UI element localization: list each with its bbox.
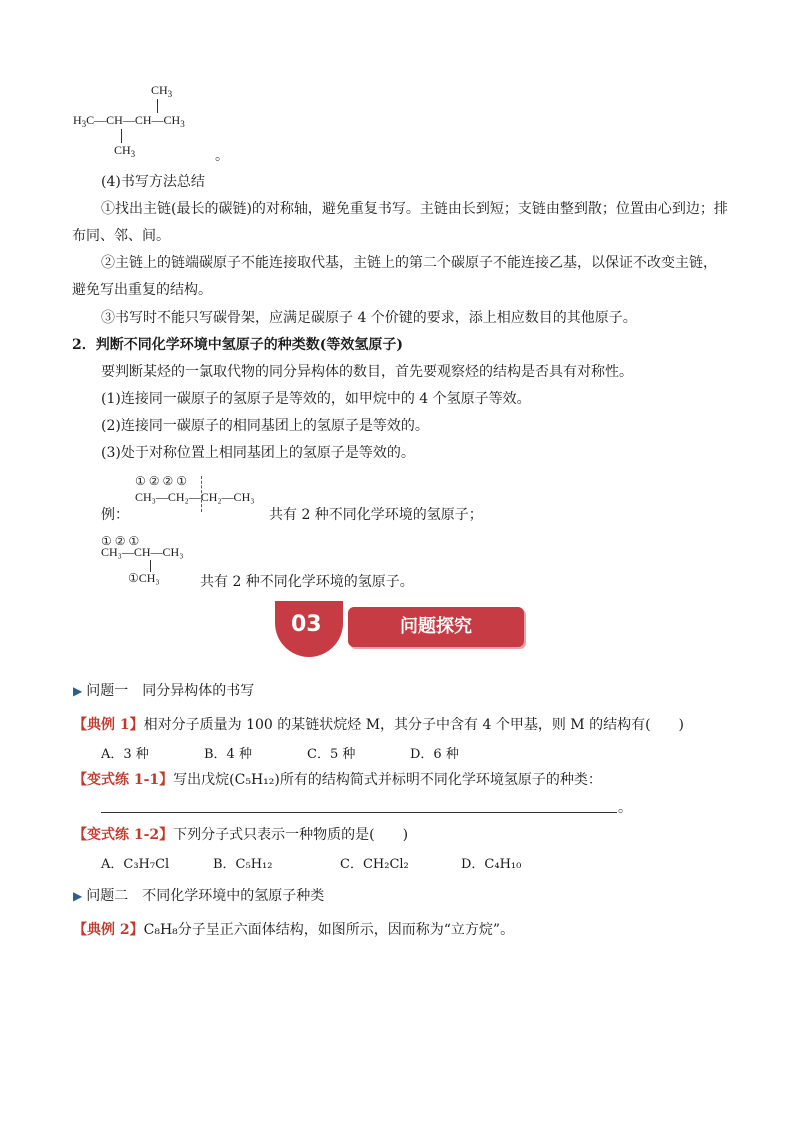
option-a[interactable]: A．3 种 [101,747,149,762]
paragraph-2-cont: 避免写出重复的结构。 [72,282,212,298]
struct-main-chain: $H_3C—CH—CH—CH_3$ [73,113,185,129]
struct-bottom-ch3: $CH_3$ [114,143,136,159]
option-c-formula[interactable]: C．CH₂Cl₂ [340,857,409,872]
option-d[interactable]: D．6 种 [410,747,459,762]
answer-blank-end: 。 [618,800,632,816]
badge-number: 03 [291,612,322,637]
section-2-intro: 要判断某烃的一氯取代物的同分异构体的数目，首先要观察烃的结构是否具有对称性。 [101,364,633,380]
struct-top-ch3: $CH_3$ [151,83,173,99]
paragraph-2: ②主链上的链端碳原子不能连接取代基，主链上的第二个碳原子不能连接乙基，以保证不改变主链， [101,255,717,271]
badge-title: 问题探究 [400,616,472,637]
example-1-formula: CH₃—CH₂—CH₂—CH₃ [135,490,255,504]
example-1-marks: ① ② ② ① [135,474,188,488]
rule-2: (2)连接同一碳原子的相同基团上的氢原子是等效的。 [101,418,429,434]
example-1-text: 共有 2 种不同化学环境的氢原子； [269,507,483,523]
option-d-formula[interactable]: D．C₄H₁₀ [461,857,522,872]
option-a-formula[interactable]: A．C₃H₇Cl [101,857,170,872]
triangle-icon: ▶ [73,684,83,698]
option-b[interactable]: B．4 种 [204,747,252,762]
variant-1-1: 【变式练 1-1】写出戊烷(C₅H₁₂)所有的结构简式并标明不同化学环境氢原子的种类： [73,772,602,788]
example-2-marks: ① ② ① [101,534,140,548]
question-1-title: ▶ 问题一 同分异构体的书写 [73,682,255,698]
example-2-formula: CH₃—CH—CH₃ [101,545,184,559]
option-b-formula[interactable]: B．C₅H₁₂ [213,857,273,872]
paragraph-1-cont: 布同、邻、间。 [72,228,170,244]
bond-vertical-top [157,99,158,113]
rule-3: (3)处于对称位置上相同基团上的氢原子是等效的。 [101,445,415,461]
bond-vertical-bottom [121,129,122,143]
paragraph-1: ①找出主链(最长的碳链)的对称轴，避免重复书写。主链由长到短；支链由整到散；位置由心到边；排 [101,201,728,217]
example-2-text: 共有 2 种不同化学环境的氢原子。 [200,574,414,590]
symmetry-axis [201,476,202,512]
struct-period: 。 [215,148,229,164]
section-2-heading: 2．判断不同化学环境中氢原子的种类数(等效氢原子) [72,337,403,353]
example-label: 例： [101,507,129,523]
paragraph-3: ③书写时不能只写碳骨架，应满足碳原子 4 个价键的要求，添上相应数目的其他原子。 [101,310,637,326]
option-c[interactable]: C．5 种 [307,747,356,762]
variant-1-2: 【变式练 1-2】下列分子式只表示一种物质的是( ) [73,827,409,843]
rule-1: (1)连接同一碳原子的氢原子是等效的，如甲烷中的 4 个氢原子等效。 [101,391,531,407]
example-1-question: 【典例 1】相对分子质量为 100 的某链状烷烃 M，其分子中含有 4 个甲基，则 M 的结构有( ) [73,717,684,733]
answer-blank[interactable] [101,812,617,813]
example-2-question: 【典例 2】C₈H₈分子呈正六面体结构，如图所示，因而称为“立方烷”。 [73,922,515,938]
triangle-icon: ▶ [73,889,83,903]
section-4-title: (4)书写方法总结 [101,174,205,190]
example-2-bottom: ①CH₃ [128,571,160,585]
question-2-title: ▶ 问题二 不同化学环境中的氢原子种类 [73,887,325,903]
